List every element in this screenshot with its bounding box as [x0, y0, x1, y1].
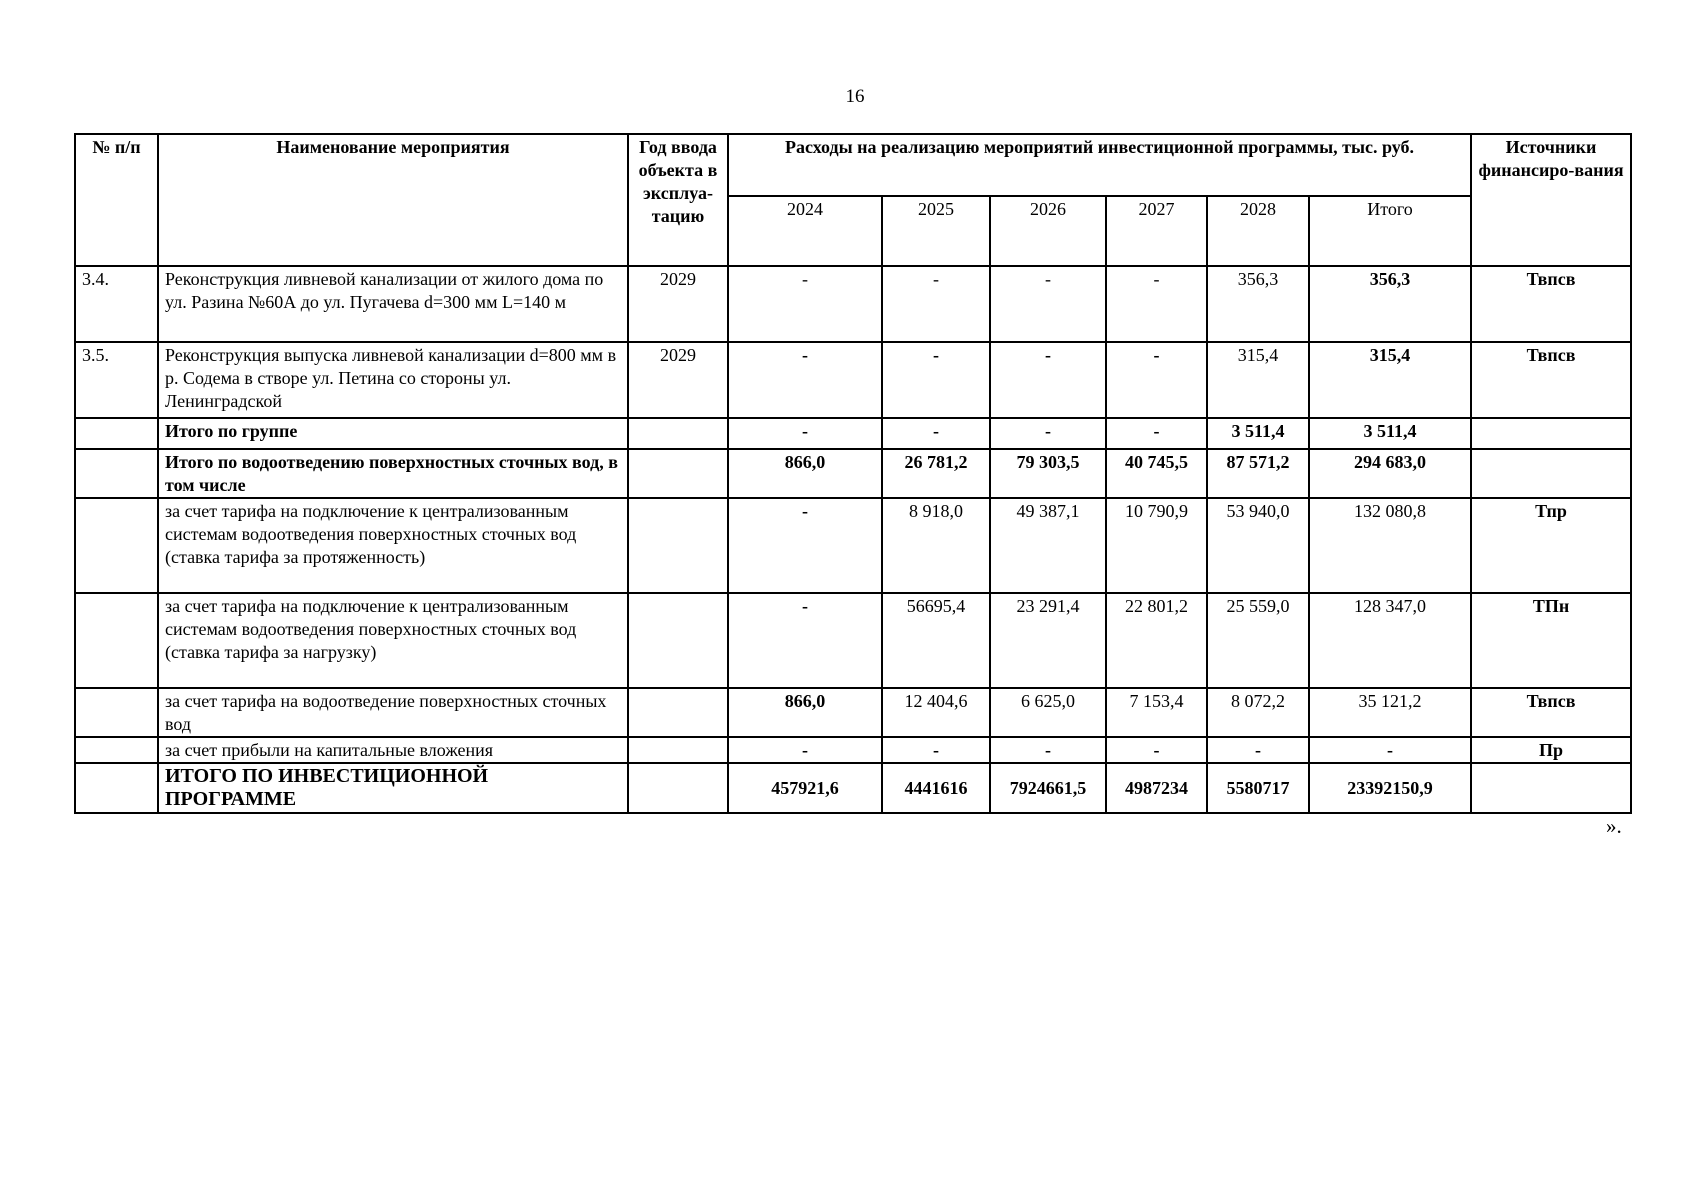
- row-name: Итого по водоотведению поверхностных сточных вод, в том числе: [158, 449, 628, 498]
- row-value-2025: 56695,4: [882, 593, 990, 688]
- row-source: Твпсв: [1471, 342, 1631, 418]
- row-value-2028: 87 571,2: [1207, 449, 1309, 498]
- row-value-2024: -: [728, 418, 882, 449]
- header-num: № п/п: [75, 134, 158, 266]
- row-name: за счет прибыли на капитальные вложения: [158, 737, 628, 763]
- row-source: Пр: [1471, 737, 1631, 763]
- header-year: Год ввода объекта в эксплуа-тацию: [628, 134, 728, 266]
- row-value-2024: 866,0: [728, 449, 882, 498]
- row-value-2026: 6 625,0: [990, 688, 1106, 737]
- row-value-total: -: [1309, 737, 1471, 763]
- row-source: Тпр: [1471, 498, 1631, 593]
- subtotal-row: [75, 449, 1631, 498]
- row-value-2024: -: [728, 737, 882, 763]
- row-value-2026: 79 303,5: [990, 449, 1106, 498]
- row-name: за счет тарифа на подключение к централизованным системам водоотведения поверхностных сточных вод (ставка тарифа за нагрузку): [158, 593, 628, 688]
- table-row: [75, 737, 1631, 763]
- row-source: Твпсв: [1471, 688, 1631, 737]
- row-value-2026: -: [990, 342, 1106, 418]
- row-value-2028: 356,3: [1207, 266, 1309, 342]
- header-year-2025: 2025: [882, 196, 990, 266]
- row-year: [628, 737, 728, 763]
- row-num: [75, 763, 158, 813]
- row-value-2025: -: [882, 737, 990, 763]
- header-year-2024: 2024: [728, 196, 882, 266]
- investment-table: [74, 133, 1632, 814]
- row-value-2027: 4987234: [1106, 763, 1207, 813]
- row-year: [628, 763, 728, 813]
- row-value-2026: 49 387,1: [990, 498, 1106, 593]
- header-sources: Источники финансиро-вания: [1471, 134, 1631, 266]
- row-num: [75, 418, 158, 449]
- header-name: Наименование мероприятия: [158, 134, 628, 266]
- row-value-2024: -: [728, 593, 882, 688]
- row-num: 3.5.: [75, 342, 158, 418]
- row-value-total: 294 683,0: [1309, 449, 1471, 498]
- row-year: 2029: [628, 266, 728, 342]
- header-total: Итого: [1309, 196, 1471, 266]
- row-value-2028: 3 511,4: [1207, 418, 1309, 449]
- row-num: 3.4.: [75, 266, 158, 342]
- row-value-2026: -: [990, 266, 1106, 342]
- row-value-2028: 5580717: [1207, 763, 1309, 813]
- row-value-2026: -: [990, 418, 1106, 449]
- row-year: [628, 449, 728, 498]
- row-value-total: 132 080,8: [1309, 498, 1471, 593]
- row-value-total: 23392150,9: [1309, 763, 1471, 813]
- group-total-row: [75, 418, 1631, 449]
- row-value-2024: -: [728, 266, 882, 342]
- row-value-2024: 457921,6: [728, 763, 882, 813]
- row-value-2026: 7924661,5: [990, 763, 1106, 813]
- table-row: [75, 498, 1631, 593]
- row-name: ИТОГО ПО ИНВЕСТИЦИОННОЙ ПРОГРАММЕ: [158, 763, 628, 813]
- row-num: [75, 737, 158, 763]
- row-value-2025: -: [882, 342, 990, 418]
- grand-total-row: [75, 763, 1631, 813]
- row-source: [1471, 763, 1631, 813]
- row-num: [75, 449, 158, 498]
- row-value-2025: 4441616: [882, 763, 990, 813]
- row-num: [75, 688, 158, 737]
- header-year-2026: 2026: [990, 196, 1106, 266]
- row-value-2025: -: [882, 266, 990, 342]
- row-value-2028: 8 072,2: [1207, 688, 1309, 737]
- row-value-2025: 12 404,6: [882, 688, 990, 737]
- row-name: Реконструкция выпуска ливневой канализации d=800 мм в р. Содема в створе ул. Петина со стороны ул. Ленинградской: [158, 342, 628, 418]
- row-value-total: 356,3: [1309, 266, 1471, 342]
- row-value-total: 35 121,2: [1309, 688, 1471, 737]
- row-year: [628, 593, 728, 688]
- row-value-2026: -: [990, 737, 1106, 763]
- row-value-2027: 10 790,9: [1106, 498, 1207, 593]
- row-value-2024: -: [728, 342, 882, 418]
- row-value-2025: 8 918,0: [882, 498, 990, 593]
- page-number: 16: [845, 86, 865, 107]
- row-value-2028: 315,4: [1207, 342, 1309, 418]
- row-name: за счет тарифа на подключение к централизованным системам водоотведения поверхностных сточных вод (ставка тарифа за протяженность): [158, 498, 628, 593]
- row-value-2028: -: [1207, 737, 1309, 763]
- row-value-2027: -: [1106, 737, 1207, 763]
- row-source: Твпсв: [1471, 266, 1631, 342]
- row-year: [628, 688, 728, 737]
- row-value-2027: 22 801,2: [1106, 593, 1207, 688]
- row-value-total: 3 511,4: [1309, 418, 1471, 449]
- row-value-2024: -: [728, 498, 882, 593]
- row-source: [1471, 418, 1631, 449]
- row-source: [1471, 449, 1631, 498]
- row-name: Реконструкция ливневой канализации от жилого дома по ул. Разина №60А до ул. Пугачева d=300 мм L=140 м: [158, 266, 628, 342]
- row-value-2027: 40 745,5: [1106, 449, 1207, 498]
- header-expenses: Расходы на реализацию мероприятий инвестиционной программы, тыс. руб.: [728, 134, 1471, 196]
- row-name: Итого по группе: [158, 418, 628, 449]
- row-year: [628, 498, 728, 593]
- row-value-2025: 26 781,2: [882, 449, 990, 498]
- row-value-2027: -: [1106, 342, 1207, 418]
- closing-quote: ».: [1606, 814, 1622, 838]
- table-row: [75, 688, 1631, 737]
- table-row: [75, 266, 1631, 342]
- table-row: [75, 342, 1631, 418]
- row-value-total: 128 347,0: [1309, 593, 1471, 688]
- row-value-2024: 866,0: [728, 688, 882, 737]
- row-value-2028: 53 940,0: [1207, 498, 1309, 593]
- table-row: [75, 593, 1631, 688]
- row-year: [628, 418, 728, 449]
- row-year: 2029: [628, 342, 728, 418]
- row-value-2027: -: [1106, 418, 1207, 449]
- row-value-total: 315,4: [1309, 342, 1471, 418]
- row-name: за счет тарифа на водоотведение поверхностных сточных вод: [158, 688, 628, 737]
- row-source: ТПн: [1471, 593, 1631, 688]
- row-num: [75, 593, 158, 688]
- row-value-2028: 25 559,0: [1207, 593, 1309, 688]
- row-value-2027: -: [1106, 266, 1207, 342]
- row-value-2026: 23 291,4: [990, 593, 1106, 688]
- row-value-2025: -: [882, 418, 990, 449]
- header-year-2028: 2028: [1207, 196, 1309, 266]
- header-row: [75, 134, 1631, 196]
- header-year-2027: 2027: [1106, 196, 1207, 266]
- row-value-2027: 7 153,4: [1106, 688, 1207, 737]
- row-num: [75, 498, 158, 593]
